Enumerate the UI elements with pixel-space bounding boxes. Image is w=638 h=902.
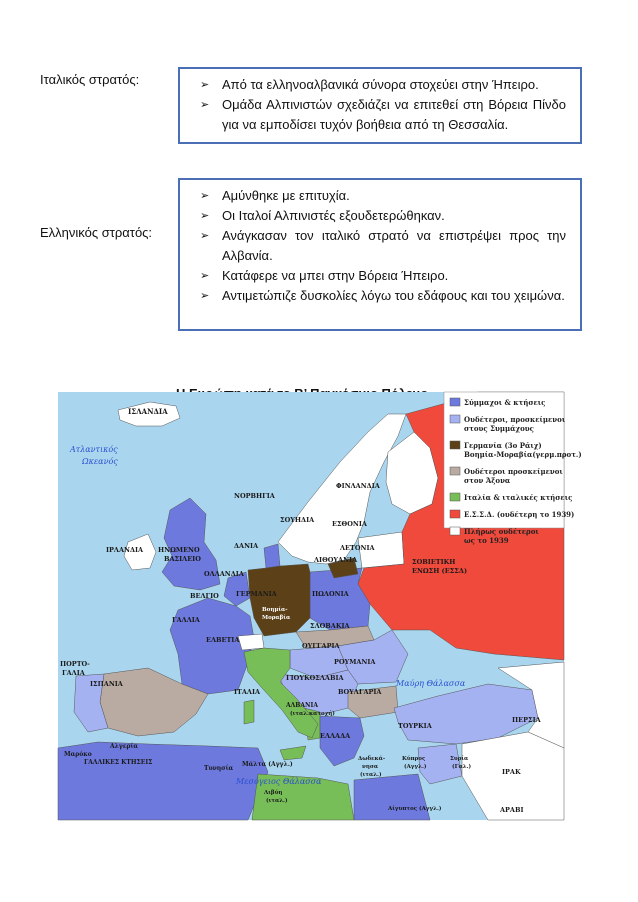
label-iraq: ΙΡΑΚ — [502, 768, 521, 776]
legend-label-neutral: Πλήρως ουδέτεροι — [464, 527, 539, 536]
label-denmark: ΔΑΝΙΑ — [234, 542, 259, 550]
label-belgium: ΒΕΛΓΙΟ — [190, 592, 219, 600]
italian-army-list — [198, 75, 566, 135]
legend-swatch-neutral_allies — [450, 415, 460, 423]
label-libya-1: Λιβύη — [264, 790, 283, 796]
label-cyprus-2: (Αγγλ.) — [404, 764, 427, 770]
label-albania-2: (ιταλ.κατοχή) — [290, 711, 335, 717]
label-arabia: ΑΡΑΒΙ — [500, 806, 524, 814]
label-cyprus-1: Κύπρος — [402, 756, 426, 762]
label-netherlands: ΟΛΛΑΝΔΙΑ — [204, 570, 244, 578]
label-atlantic-1: Ατλαντικός — [70, 445, 118, 454]
label-turkey: ΤΟΥΡΚΙΑ — [398, 722, 432, 730]
label-albania-1: ΑΛΒΑΝΙΑ — [286, 702, 318, 709]
list-item: ➢ Αμύνθηκε με επιτυχία. — [198, 186, 566, 206]
label-persia: ΠΕΡΣΙΑ — [512, 716, 541, 724]
label-french-colonies: ΓΑΛΛΙΚΕΣ ΚΤΗΣΕΙΣ — [84, 759, 153, 766]
label-morocco: Μαρόκο — [64, 751, 92, 758]
list-item: ➢ Οι Ιταλοί Αλπινιστές εξουδετερώθηκαν. — [198, 206, 566, 226]
legend-swatch-allies — [450, 398, 460, 406]
label-ireland: ΙΡΛΑΝΔΙΑ — [106, 546, 144, 554]
label-bohemia-2: Μοραβία — [262, 615, 291, 621]
label-bulgaria: ΒΟΥΛΓΑΡΙΑ — [338, 688, 382, 696]
label-mediterranean: Μεσόγειος Θάλασσα — [236, 777, 322, 786]
label-ussr-2: ΕΝΩΣΗ (ΕΣΣΔ) — [412, 567, 468, 575]
list-item: ➢ Κατάφερε να μπει στην Βόρεια Ήπειρο. — [198, 266, 566, 286]
greek-army-list — [198, 186, 566, 306]
greek-army-box — [178, 178, 582, 331]
label-bohemia-1: Βοημία- — [262, 607, 288, 613]
arrow-bullet-icon: ➢ — [200, 99, 210, 111]
legend-swatch-germany — [450, 441, 460, 449]
label-syria-2: (Γαλ.) — [452, 764, 472, 770]
arrow-bullet-icon: ➢ — [200, 290, 210, 302]
label-hungary: ΟΥΓΓΑΡΙΑ — [302, 642, 340, 650]
label-malta: Μάλτα (Αγγλ.) — [242, 761, 293, 768]
arrow-bullet-icon: ➢ — [200, 79, 210, 91]
arrow-bullet-icon: ➢ — [200, 190, 210, 202]
arrow-bullet-icon: ➢ — [200, 230, 210, 242]
label-yugoslavia: ΓΙΟΥΚΟΣΛΑΒΙΑ — [286, 674, 344, 682]
label-norway: ΝΟΡΒΗΓΙΑ — [234, 492, 275, 500]
greek-army-label: Ελληνικός στρατός: — [40, 225, 153, 240]
label-greece: ΕΛΛΑΔΑ — [320, 732, 351, 740]
legend-swatch-neutral_axis — [450, 467, 460, 475]
legend-swatch-italy — [450, 493, 460, 501]
label-egypt: Αίγυπτος (Αγγλ.) — [388, 806, 442, 812]
label-algeria: Αλγερία — [110, 743, 138, 750]
list-item: ➢ Ανάγκασαν τον ιταλικό στρατό να επιστρέψει προς την Αλβανία. — [200, 228, 566, 263]
legend-label-neutral_axis: στον Άξονα — [464, 476, 511, 485]
list-item: ➢ Ομάδα Αλπινιστών σχεδιάζει να επιτεθεί στη Βόρεια Πίνδο για να εμποδίσει τυχόν βοήθεια από τη Θεσσαλία. — [200, 97, 566, 132]
label-uk-2: ΒΑΣΙΛΕΙΟ — [164, 555, 201, 563]
legend-label-neutral_allies: Ουδέτεροι, προσκείμενοι — [464, 415, 566, 424]
label-syria-1: Συρία — [450, 756, 469, 762]
legend-label-neutral_allies: στους Συμμάχους — [464, 424, 534, 433]
label-tunisia: Τυνησία — [204, 765, 234, 772]
label-uk-1: ΗΝΩΜΕΝΟ — [158, 546, 200, 554]
label-lithuania: ΛΙΘΟΥΑΝΙΑ — [314, 556, 358, 564]
label-latvia: ΛΕΤΟΝΙΑ — [340, 544, 375, 552]
europe-map-svg — [58, 392, 582, 820]
europe-map — [58, 392, 582, 820]
arrow-bullet-icon: ➢ — [200, 210, 210, 222]
switzerland-shape — [238, 634, 264, 650]
italian-army-box — [178, 67, 582, 144]
legend-label-neutral_axis: Ουδέτεροι προσκείμενοι — [464, 467, 563, 476]
map-legend — [444, 392, 582, 545]
legend-swatch-ussr — [450, 510, 460, 518]
label-romania: ΡΟΥΜΑΝΙΑ — [334, 658, 376, 666]
label-iceland: ΙΣΛΑΝΔΙΑ — [128, 407, 168, 416]
label-poland: ΠΩΛΟΝΙΑ — [312, 590, 349, 598]
legend-label-allies: Σύμμαχοι & κτήσεις — [464, 398, 546, 407]
denmark-shape — [264, 544, 280, 568]
italian-army-label: Ιταλικός στρατός: — [40, 72, 140, 87]
label-dodecanese-1: Δωδεκά- — [358, 756, 386, 762]
label-libya-2: (ιταλ.) — [266, 798, 288, 804]
arrow-bullet-icon: ➢ — [200, 270, 210, 282]
legend-label-neutral: ως το 1939 — [464, 536, 509, 545]
label-switzerland: ΕΛΒΕΤΙΑ — [206, 636, 240, 644]
label-atlantic-2: Ωκεανός — [82, 457, 118, 466]
label-france: ΓΑΛΛΙΑ — [172, 616, 200, 624]
label-black-sea: Μαύρη Θάλασσα — [396, 679, 466, 688]
label-portugal-1: ΠΟΡΤΟ- — [60, 660, 90, 668]
sardinia-shape — [244, 700, 254, 724]
legend-label-italy: Ιταλία & ιταλικές κτήσεις — [464, 493, 573, 502]
label-portugal-2: ΓΑΛΙΑ — [62, 669, 85, 677]
legend-label-ussr: Ε.Σ.Σ.Δ. (ουδέτερη το 1939) — [464, 510, 575, 519]
label-dodecanese-2: νησα — [362, 764, 379, 770]
label-estonia: ΕΣΘΟΝΙΑ — [332, 520, 367, 528]
label-finland: ΦΙΝΛΑΝΔΙΑ — [336, 482, 380, 490]
legend-label-germany: Βοημία-Μοραβία(γερμ.προτ.) — [464, 450, 582, 459]
label-spain: ΙΣΠΑΝΙΑ — [90, 680, 123, 688]
legend-background — [444, 392, 564, 528]
label-ussr-1: ΣΟΒΙΕΤΙΚΗ — [412, 558, 456, 566]
legend-swatch-neutral — [450, 527, 460, 535]
label-italy: ΙΤΑΛΙΑ — [234, 688, 261, 696]
list-item: ➢ Από τα ελληνοαλβανικά σύνορα στοχεύει στην Ήπειρο. — [198, 75, 566, 95]
label-germany: ΓΕΡΜΑΝΙΑ — [236, 590, 277, 598]
label-slovakia: ΣΛΟΒΑΚΙΑ — [310, 622, 350, 630]
list-item: ➢ Αντιμετώπιζε δυσκολίες λόγω του εδάφους και του χειμώνα. — [198, 286, 566, 306]
legend-label-germany: Γερμανία (3ο Ράιχ) — [464, 441, 542, 450]
label-dodecanese-3: (ιταλ.) — [360, 772, 382, 778]
label-sweden: ΣΟΥΗΔΙΑ — [280, 516, 315, 524]
egypt-shape — [354, 774, 430, 820]
